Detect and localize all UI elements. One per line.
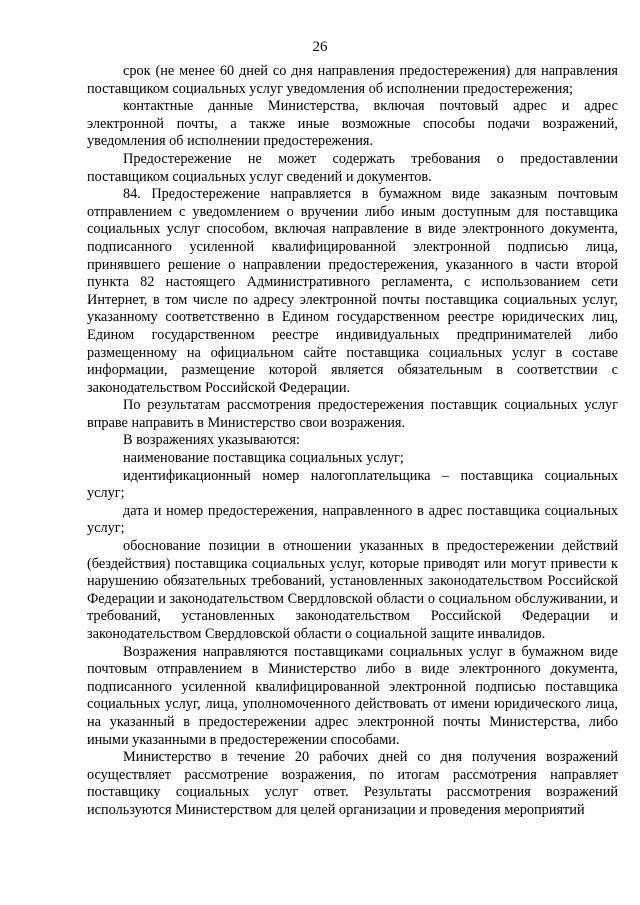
paragraph-objection-right: По результатам рассмотрения предостережения поставщик социальных услуг вправе направить в Министерство свои возражения. <box>87 397 618 431</box>
paragraph-objection-contents: В возражениях указываются: <box>123 432 300 449</box>
paragraph-item-84: 84. Предостережение направляется в бумажном виде заказным почтовым отправлением с уведомлением о вручении либо иным доступным для поставщика социальных услуг способом, включая направление в виде электронного документа, подписанного усиленной квалифицированной электронной подписью лица, принявшего решение о направлении предостережения, указанного в части второй пункта 82 настоящего Административного регламента, с использованием сети Интернет, в том числе по адресу электронной почты поставщика социальных услуг, указанному соответственно в Едином государственном реестре юридических лиц, Едином государственном реестре индивидуальных предпринимателей либо размещенному на официальном сайте поставщика социальных услуг в составе информации, размещение которой является обязательным в соответствии с законодательством Российской Федерации. <box>87 186 618 396</box>
paragraph-response-deadline: срок (не менее 60 дней со дня направления предостережения) для направления поставщиком социальных услуг уведомления об исполнении предостережения; <box>87 63 618 97</box>
paragraph-ministry-contacts: контактные данные Министерства, включая почтовый адрес и адрес электронной почты, а также иные возможные способы подачи возражений, уведомления об исполнении предостережения. <box>87 98 618 150</box>
page-number: 26 <box>312 39 328 55</box>
paragraph-objection-delivery: Возражения направляются поставщиками социальных услуг в бумажном виде почтовым отправлением в Министерство либо в виде электронного документа, подписанного усиленной квалифицированной электронной подписью поставщика социальных услуг, лица, уполномоченного действовать от имени юридического лица, на указанный в предостережении адрес электронной почты Министерства, либо иными указанными в предостережении способами. <box>87 643 618 748</box>
list-item-warning-date-number: дата и номер предостережения, направленного в адрес поставщика социальных услуг; <box>87 502 618 537</box>
list-item-taxpayer-id: идентификационный номер налогоплательщика – поставщика социальных услуг; <box>87 467 618 502</box>
paragraph-ministry-review: Министерство в течение 20 рабочих дней со дня получения возражений осуществляет рассмотрение возражения, по итогам рассмотрения направляет поставщику социальных услуг ответ. Результаты рассмотрения возражений используются Министерством для целей организации и проведения мероприятий <box>87 749 618 818</box>
list-item-provider-name: наименование поставщика социальных услуг; <box>123 450 404 467</box>
document-body <box>87 63 618 820</box>
paragraph-warning-restriction: Предостережение не может содержать требования о предоставлении поставщиком социальных услуг сведений и документов. <box>87 150 618 185</box>
list-item-position-justification: обоснование позиции в отношении указанных в предостережении действий (бездействия) поставщика социальных услуг, которые приводят или могут привести к нарушению обязательных требований, установленных законодательством Российской Федерации и законодательством Свердловской области о социальном обслуживании, и требований, установленных законодательством Российской Федерации и законодательством Свердловской области о социальной защите инвалидов. <box>87 538 618 642</box>
